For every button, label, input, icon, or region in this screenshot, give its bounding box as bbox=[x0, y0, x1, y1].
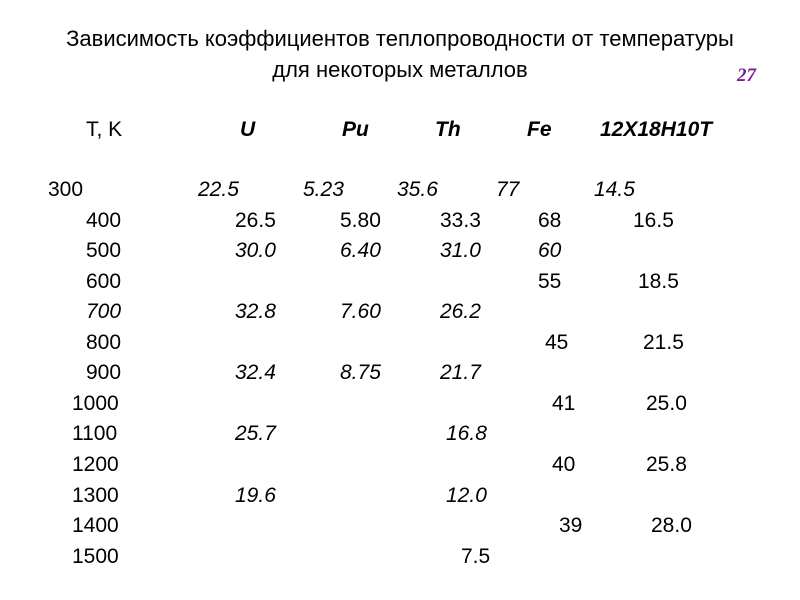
header-iron: Fe bbox=[527, 118, 552, 141]
temperature-cell: 1200 bbox=[72, 453, 119, 476]
iron-cell: 40 bbox=[552, 453, 576, 476]
thorium-cell: 31.0 bbox=[440, 239, 481, 262]
iron-cell: 45 bbox=[545, 331, 569, 354]
header-uranium: U bbox=[240, 118, 256, 141]
thorium-cell: 16.8 bbox=[446, 422, 487, 445]
thorium-cell: 7.5 bbox=[461, 545, 491, 568]
iron-cell: 60 bbox=[538, 239, 562, 262]
temperature-cell: 300 bbox=[48, 178, 84, 201]
uranium-cell: 26.5 bbox=[235, 209, 276, 232]
header-plutonium: Pu bbox=[342, 118, 369, 141]
temperature-cell: 1000 bbox=[72, 392, 119, 415]
steel-cell: 28.0 bbox=[651, 514, 692, 537]
uranium-cell: 32.8 bbox=[235, 300, 276, 323]
header-thorium: Th bbox=[435, 118, 461, 141]
temperature-cell: 1100 bbox=[72, 422, 118, 445]
plutonium-cell: 6.40 bbox=[340, 239, 381, 262]
steel-cell: 25.0 bbox=[646, 392, 687, 415]
temperature-cell: 400 bbox=[86, 209, 122, 232]
temperature-cell: 500 bbox=[86, 239, 122, 262]
thorium-cell: 12.0 bbox=[446, 484, 487, 507]
temperature-cell: 800 bbox=[86, 331, 122, 354]
temperature-cell: 900 bbox=[86, 361, 122, 384]
thorium-cell: 26.2 bbox=[440, 300, 481, 323]
temperature-cell: 1300 bbox=[72, 484, 119, 507]
title-line-2: для некоторых металлов bbox=[272, 57, 528, 82]
uranium-cell: 22.5 bbox=[198, 178, 239, 201]
title-line-1: Зависимость коэффициентов теплопроводности от температуры bbox=[66, 26, 734, 51]
temperature-cell: 700 bbox=[86, 300, 122, 323]
page-number: 27 bbox=[737, 65, 756, 86]
thorium-cell: 35.6 bbox=[397, 178, 438, 201]
iron-cell: 55 bbox=[538, 270, 562, 293]
steel-cell: 14.5 bbox=[594, 178, 635, 201]
thorium-cell: 21.7 bbox=[440, 361, 481, 384]
header-steel: 12X18H10T bbox=[600, 118, 713, 141]
plutonium-cell: 8.75 bbox=[340, 361, 381, 384]
uranium-cell: 30.0 bbox=[235, 239, 276, 262]
steel-cell: 25.8 bbox=[646, 453, 687, 476]
temperature-cell: 1500 bbox=[72, 545, 119, 568]
steel-cell: 16.5 bbox=[633, 209, 674, 232]
uranium-cell: 32.4 bbox=[235, 361, 276, 384]
iron-cell: 77 bbox=[496, 178, 520, 201]
plutonium-cell: 5.23 bbox=[303, 178, 344, 201]
steel-cell: 21.5 bbox=[643, 331, 684, 354]
iron-cell: 39 bbox=[559, 514, 583, 537]
steel-cell: 18.5 bbox=[638, 270, 679, 293]
thorium-cell: 33.3 bbox=[440, 209, 481, 232]
temperature-cell: 600 bbox=[86, 270, 122, 293]
plutonium-cell: 7.60 bbox=[340, 300, 381, 323]
iron-cell: 68 bbox=[538, 209, 562, 232]
temperature-cell: 1400 bbox=[72, 514, 119, 537]
uranium-cell: 25.7 bbox=[235, 422, 276, 445]
iron-cell: 41 bbox=[552, 392, 576, 415]
uranium-cell: 19.6 bbox=[235, 484, 276, 507]
plutonium-cell: 5.80 bbox=[340, 209, 381, 232]
header-temperature: T, K bbox=[86, 118, 123, 141]
